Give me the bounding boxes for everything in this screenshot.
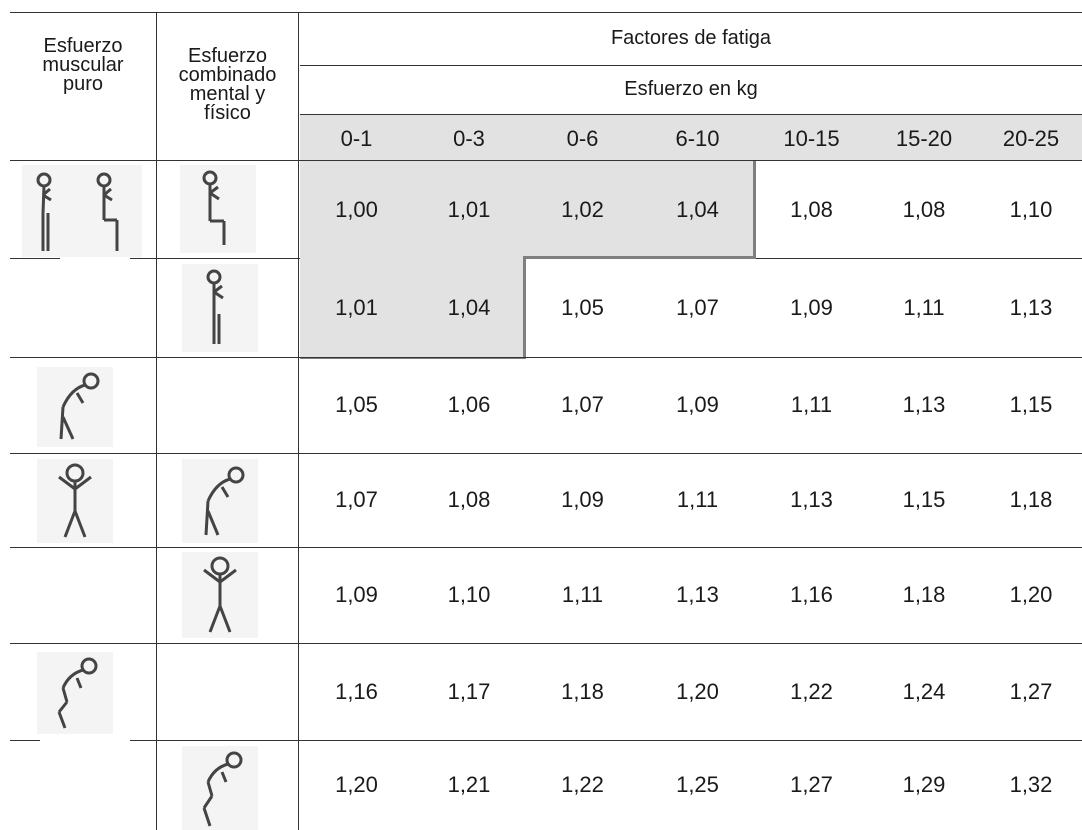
arms-raised-person-icon-muscular xyxy=(37,459,113,543)
range-header-7: 20-25 xyxy=(1002,126,1060,151)
value-cell: 1,27 xyxy=(790,772,833,797)
value-cell: 1,21 xyxy=(447,772,491,797)
standing-and-sitting-icons xyxy=(22,165,142,257)
value-cell: 1,08 xyxy=(790,196,833,222)
header-col1 xyxy=(10,37,156,94)
highlight-border-horizontal xyxy=(525,256,756,259)
value-cell: 1,13 xyxy=(676,582,719,607)
bending-person-icon-muscular xyxy=(37,367,113,447)
value-cell: 1,07 xyxy=(676,294,719,320)
row-divider-1 xyxy=(158,258,300,259)
value-cell: 1,16 xyxy=(335,678,378,704)
row-divider-4 xyxy=(158,547,1082,548)
value-cell: 1,25 xyxy=(676,772,719,797)
value-cell: 1,09 xyxy=(676,392,719,417)
value-cell: 1,08 xyxy=(447,487,491,512)
value-cell: 1,08 xyxy=(902,196,946,222)
value-cell: 1,04 xyxy=(447,294,491,320)
header-col2-line2: combinado xyxy=(178,64,277,86)
value-cell: 1,04 xyxy=(676,196,719,222)
value-cell: 1,20 xyxy=(1009,582,1053,607)
header-group-title: Factores de fatiga xyxy=(610,27,772,49)
header-col1-line3: puro xyxy=(62,73,104,95)
value-cell: 1,20 xyxy=(676,678,719,704)
range-header-6: 15-20 xyxy=(895,126,953,151)
value-cell: 1,01 xyxy=(335,294,378,320)
value-cell: 1,13 xyxy=(1009,294,1053,320)
subgroup-rule xyxy=(300,65,1082,66)
value-cell: 1,15 xyxy=(1009,392,1053,417)
squatting-person-icon-combined xyxy=(182,746,258,830)
row-divider-left-6 xyxy=(10,740,40,741)
row-divider-left-5 xyxy=(10,643,158,644)
value-cell: 1,09 xyxy=(561,487,604,512)
range-top-rule xyxy=(300,114,1082,115)
header-col2 xyxy=(157,47,298,123)
value-cell: 1,27 xyxy=(1009,678,1053,704)
row-divider-6 xyxy=(158,740,1082,741)
row-divider-1r xyxy=(756,258,1082,259)
value-cell: 1,16 xyxy=(790,582,833,607)
value-cell: 1,09 xyxy=(335,582,378,607)
value-cell: 1,18 xyxy=(902,582,946,607)
value-cell: 1,07 xyxy=(561,392,604,417)
value-cell: 1,09 xyxy=(790,294,833,320)
range-header-1: 0-1 xyxy=(340,126,373,151)
value-cell: 1,32 xyxy=(1009,772,1053,797)
header-col2-line4: físico xyxy=(204,102,251,124)
value-cell: 1,02 xyxy=(561,196,604,222)
value-cell: 1,20 xyxy=(335,772,378,797)
value-cell: 1,29 xyxy=(902,772,946,797)
value-cell: 1,05 xyxy=(561,294,604,320)
value-cell: 1,11 xyxy=(561,582,604,607)
row-divider-left-1 xyxy=(10,258,60,259)
value-cell: 1,10 xyxy=(447,582,491,607)
value-cell: 1,05 xyxy=(335,392,378,417)
row-divider-left-3 xyxy=(10,453,158,454)
arms-raised-person-icon-combined xyxy=(182,552,258,638)
value-cell: 1,18 xyxy=(1009,487,1053,512)
table-top-rule xyxy=(10,12,1082,13)
value-cell: 1,17 xyxy=(447,678,491,704)
value-cell: 1,00 xyxy=(335,196,378,222)
header-bottom-rule xyxy=(10,160,1082,161)
header-col1-line2: muscular xyxy=(42,54,124,76)
value-cell: 1,13 xyxy=(902,392,946,417)
squatting-person-icon-muscular xyxy=(37,652,113,734)
value-cell: 1,11 xyxy=(903,294,945,320)
row-divider-left-1b xyxy=(130,258,158,259)
value-cell: 1,06 xyxy=(447,392,491,417)
range-header-5: 10-15 xyxy=(783,126,840,151)
col-divider-1 xyxy=(156,12,157,830)
value-cell: 1,15 xyxy=(902,487,946,512)
value-cell: 1,11 xyxy=(790,392,833,417)
range-header-2: 0-3 xyxy=(453,126,485,151)
value-cell: 1,22 xyxy=(790,678,833,704)
sitting-person-icon xyxy=(180,165,256,253)
value-cell: 1,11 xyxy=(676,487,719,512)
value-cell: 1,22 xyxy=(561,772,604,797)
value-cell: 1,18 xyxy=(561,678,604,704)
header-col2-line3: mental y xyxy=(189,83,266,105)
header-subgroup-title: Esfuerzo en kg xyxy=(624,78,758,100)
standing-person-icon xyxy=(182,264,258,352)
row-divider-left-4 xyxy=(10,547,158,548)
row-divider-left-2 xyxy=(10,357,158,358)
bending-person-icon-combined xyxy=(182,459,258,543)
value-cell: 1,01 xyxy=(447,196,491,222)
value-cell: 1,07 xyxy=(335,487,378,512)
value-cell: 1,24 xyxy=(902,678,946,704)
range-header-3: 0-6 xyxy=(566,126,599,151)
value-cell: 1,10 xyxy=(1009,196,1053,222)
header-col1-line1: Esfuerzo xyxy=(43,35,123,57)
header-col2-line1: Esfuerzo xyxy=(188,45,267,67)
row-divider-left-6b xyxy=(130,740,158,741)
col-divider-2 xyxy=(298,12,299,830)
row-divider-2 xyxy=(158,357,1082,358)
value-cell: 1,13 xyxy=(790,487,833,512)
row-divider-5 xyxy=(158,643,1082,644)
range-header-4: 6-10 xyxy=(675,126,720,151)
row-divider-3 xyxy=(158,453,1082,454)
